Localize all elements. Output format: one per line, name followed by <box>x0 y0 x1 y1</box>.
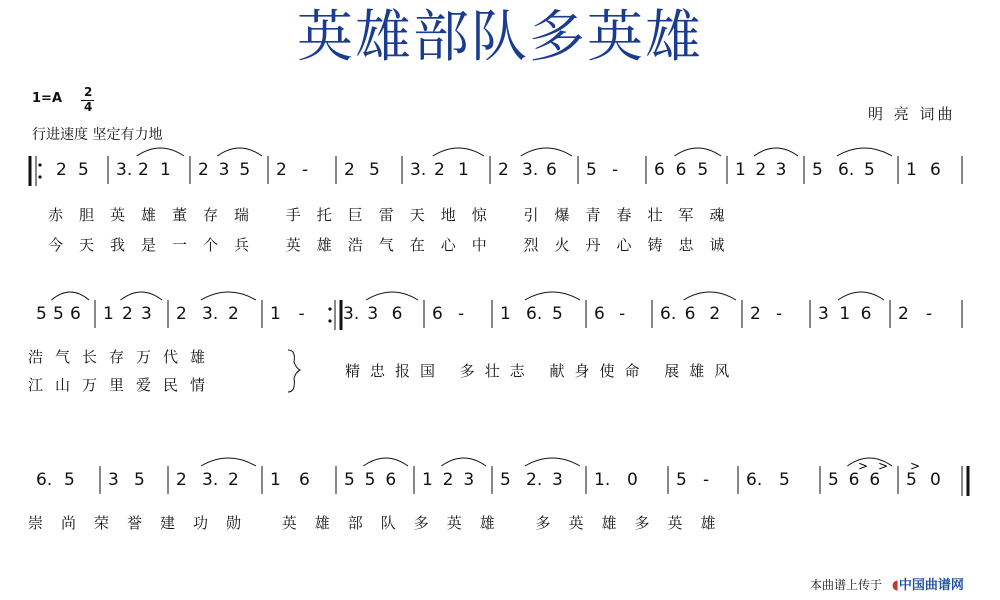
score-note: 6 <box>654 160 665 180</box>
score-note: 2 <box>228 304 239 324</box>
slur <box>525 458 580 466</box>
upload-note: 本曲谱上传于 <box>810 578 883 592</box>
score-note: - <box>302 160 309 180</box>
score-note: 6. <box>746 470 763 490</box>
accent-mark: > <box>910 459 921 473</box>
score-note: 5 <box>369 160 380 180</box>
score-note: 1 <box>906 160 917 180</box>
score-note: 1 <box>500 304 511 324</box>
score-note: 5 <box>500 470 511 490</box>
score-note: 2 <box>176 304 187 324</box>
score-note: - <box>458 304 465 324</box>
slur <box>51 292 89 300</box>
slur <box>684 292 737 300</box>
score-note: 1 <box>735 160 746 180</box>
score-note: 5 <box>239 160 251 180</box>
score-note: 3 <box>108 470 119 490</box>
lyrics-line-2: 江山万里爱民情 <box>28 376 218 394</box>
score-note: 5 <box>697 160 709 180</box>
accent-mark: > <box>858 459 869 473</box>
score-note: 5 <box>676 470 687 490</box>
score-note: 3. <box>116 160 133 180</box>
score-note: 1 <box>458 160 469 180</box>
site-logo-text: 中国曲谱网 <box>898 578 964 593</box>
score-note: 2 <box>198 160 209 180</box>
repeat-dot <box>38 163 41 166</box>
score-note: - <box>619 304 626 324</box>
time-signature-bottom: 4 <box>84 100 93 114</box>
score-note: 5 <box>552 304 563 324</box>
slur <box>201 292 256 300</box>
score-note: 2 <box>750 304 761 324</box>
score-note: 6 <box>684 304 696 324</box>
score-note: 6 <box>848 470 860 490</box>
score-note: 5 <box>36 304 47 324</box>
score-note: 6. <box>526 304 543 324</box>
slur <box>754 148 798 156</box>
score-note: 3. <box>343 304 360 324</box>
score-note: 2 <box>122 304 133 324</box>
slur <box>363 458 408 466</box>
composer-credit: 明 亮 词曲 <box>868 105 956 123</box>
slur <box>201 458 256 466</box>
slur <box>525 292 580 300</box>
score-note: 3. <box>202 304 219 324</box>
score-note: 5 <box>906 470 917 490</box>
score-note: 6 <box>860 304 872 324</box>
slur <box>838 292 884 300</box>
score-note: 0 <box>627 470 638 490</box>
score-note: 6 <box>869 470 881 490</box>
score-note: 1 <box>839 304 851 324</box>
score-note: 3. <box>410 160 427 180</box>
lyrics-line-1: 浩气长存万代雄 <box>28 348 218 366</box>
score-note: 6 <box>391 304 403 324</box>
score-note: 6. <box>36 470 53 490</box>
score-note: 5 <box>864 160 875 180</box>
score-note: 1 <box>270 304 281 324</box>
slur <box>217 148 262 156</box>
score-note: - <box>612 160 619 180</box>
lyrics-line-1: 赤胆英雄董存瑞 手托巨雷天地惊 引爆青春壮军魂 <box>48 206 741 224</box>
score-note: 6 <box>70 304 81 324</box>
score-note: 5 <box>53 304 64 324</box>
slur <box>521 148 572 156</box>
score-note: 5 <box>344 470 355 490</box>
score-note: 5 <box>779 470 790 490</box>
score-note: 5 <box>586 160 597 180</box>
score-note: 3 <box>552 470 563 490</box>
score-note: 0 <box>930 470 941 490</box>
score-note: 1 <box>103 304 114 324</box>
score-note: 5 <box>134 470 145 490</box>
score-note: 6 <box>930 160 941 180</box>
score-note: 2 <box>755 160 767 180</box>
logo-icon: ◖ <box>892 578 899 593</box>
key-signature: 1=A <box>32 91 62 106</box>
score-note: 2 <box>344 160 355 180</box>
score-note: 2 <box>176 470 187 490</box>
score-note: 2. <box>526 470 543 490</box>
score-note: - <box>298 304 305 324</box>
score-note: 2 <box>434 160 445 180</box>
score-note: 1 <box>422 470 433 490</box>
repeat-dot <box>328 307 331 310</box>
score-note: - <box>703 470 710 490</box>
score-note: 2 <box>442 470 454 490</box>
score-note: 2 <box>498 160 509 180</box>
score-note: 6 <box>385 470 397 490</box>
score-note: 5 <box>78 160 89 180</box>
score-note: 3 <box>463 470 475 490</box>
score-note: 2 <box>56 160 67 180</box>
score-note: - <box>926 304 933 324</box>
score-note: 2 <box>138 160 149 180</box>
score-note: 6 <box>546 160 557 180</box>
lyrics-brace <box>288 350 300 392</box>
score-note: 6 <box>432 304 443 324</box>
tempo-marking: 行进速度 坚定有力地 <box>32 127 163 143</box>
score-note: 5 <box>812 160 823 180</box>
song-title: 英雄部队多英雄 <box>297 5 703 70</box>
accent-mark: > <box>878 459 889 473</box>
score-note: 2 <box>276 160 287 180</box>
score-note: 3 <box>141 304 152 324</box>
score-note: 3. <box>522 160 539 180</box>
lyrics-refrain: 精忠报国 多壮志 献身使命 展雄风 <box>345 362 740 380</box>
slur <box>441 458 486 466</box>
score-note: - <box>776 304 783 324</box>
score-note: 2 <box>709 304 721 324</box>
slur <box>366 292 418 300</box>
score-note: 6 <box>594 304 605 324</box>
score-note: 5 <box>828 470 839 490</box>
score-note: 5 <box>364 470 376 490</box>
score-note: 2 <box>898 304 909 324</box>
slur <box>121 292 162 300</box>
slur <box>674 148 721 156</box>
score-note: 3 <box>218 160 230 180</box>
lyrics-line-2: 今天我是一个兵 英雄浩气在心中 烈火丹心铸忠诚 <box>48 236 741 254</box>
score-note: 3 <box>367 304 379 324</box>
time-signature-top: 2 <box>84 85 93 99</box>
score-note: 6 <box>299 470 310 490</box>
slur <box>837 148 892 156</box>
score-note: 1. <box>594 470 611 490</box>
score-note: 1 <box>160 160 171 180</box>
lyrics-line-1: 崇尚荣誉建功勋 英雄部队多英雄 多英雄多英雄 <box>28 514 734 532</box>
score-note: 6. <box>838 160 855 180</box>
score-note: 1 <box>270 470 281 490</box>
repeat-dot <box>328 319 331 322</box>
score-note: 3 <box>775 160 787 180</box>
slur <box>137 148 184 156</box>
score-note: 6. <box>660 304 677 324</box>
score-note: 3 <box>818 304 829 324</box>
score-note: 5 <box>64 470 75 490</box>
repeat-dot <box>38 175 41 178</box>
slur <box>433 148 484 156</box>
score-note: 6 <box>675 160 687 180</box>
score-note: 3. <box>202 470 219 490</box>
score-note: 2 <box>228 470 239 490</box>
